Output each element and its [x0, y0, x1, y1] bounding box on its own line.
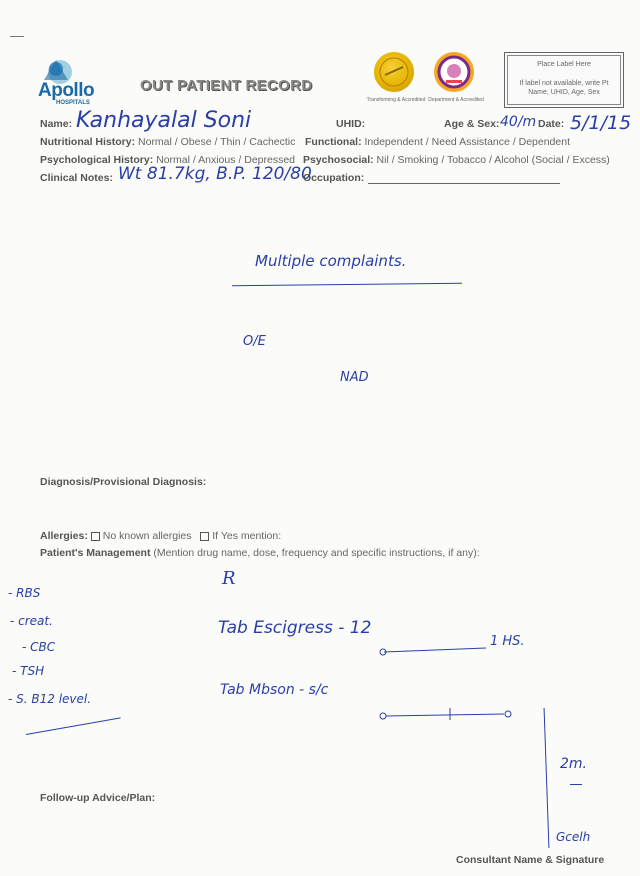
drug-2-dose-line — [378, 704, 518, 724]
duration-note: 2m. — [560, 756, 587, 772]
complaint-underline — [232, 283, 462, 286]
occupation-line — [368, 183, 560, 184]
label-box-instructions: If label not available, write Pt Name, UHID, Age, Sex — [519, 80, 609, 96]
seal-2-caption: Department & Accredited — [428, 97, 484, 103]
oe-note: O/E — [243, 334, 266, 349]
management-label: Patient's Management — [40, 547, 151, 559]
rx-symbol: R — [222, 568, 236, 589]
nad-note: NAD — [340, 370, 369, 385]
test-item-creat: - creat. — [10, 614, 53, 628]
functional-label — [305, 136, 570, 148]
age-sex-value: 40/m — [500, 114, 537, 130]
test-item-b12: - S. B12 level. — [8, 692, 92, 706]
patient-label-box — [504, 52, 624, 108]
management-row — [40, 547, 480, 559]
duration-bracket — [544, 708, 550, 848]
seal-emblem-icon — [374, 52, 414, 92]
name-value: Kanhayalal Soni — [76, 108, 252, 133]
record-title: OUT PATIENT RECORD — [140, 77, 313, 94]
age-sex-label: Age & Sex: — [444, 118, 500, 130]
no-known-allergies-checkbox[interactable] — [91, 532, 100, 541]
apollo-brand-text: Apollo — [38, 80, 95, 101]
test-item-tsh: - TSH — [12, 664, 45, 678]
clinical-notes-value: Wt 81.7kg, B.P. 120/80 — [118, 164, 312, 184]
psychological-history-title: Psychological History: — [40, 154, 154, 166]
accreditation-seal-nabh — [434, 52, 474, 92]
apollo-brand-sub: HOSPITALS — [56, 100, 90, 106]
clinical-notes-label: Clinical Notes: — [40, 172, 113, 184]
psychosocial-title: Psychosocial: — [303, 154, 374, 166]
followup-label: Follow-up Advice/Plan: — [40, 792, 156, 804]
occupation-label: Occupation: — [303, 172, 365, 184]
test-item-rbs: - RBS — [8, 586, 41, 600]
nutritional-history-label — [40, 136, 295, 148]
tests-underline — [26, 717, 121, 735]
accreditation-seal-gold — [374, 52, 414, 92]
apollo-logo — [38, 56, 100, 112]
allergies-row — [40, 530, 281, 542]
top-edge-mark — [10, 36, 24, 37]
diagnosis-label: Diagnosis/Provisional Diagnosis: — [40, 476, 207, 488]
management-instruction: (Mention drug name, dose, frequency and specific instructions, if any): — [153, 547, 480, 559]
allergies-yes-text: If Yes mention: — [212, 530, 282, 542]
psychological-history-options: Normal / Anxious / Depressed — [156, 154, 296, 166]
functional-title: Functional: — [305, 136, 362, 148]
signature-scribble: Gcelh — [556, 830, 591, 844]
nutritional-history-options: Normal / Obese / Thin / Cachectic — [138, 136, 296, 148]
uhid-label: UHID: — [336, 118, 366, 130]
consultant-name-label: Consultant Name & Signature — [456, 854, 605, 866]
psychosocial-options: Nil / Smoking / Tobacco / Alcohol (Social / Excess) — [376, 154, 610, 166]
seal-1-caption: Transforming & Accredited — [366, 97, 426, 103]
name-label: Name: — [40, 118, 73, 130]
drug-2: Tab Mbson - s/c — [220, 682, 329, 698]
label-box-title: Place Label Here — [537, 61, 591, 68]
no-known-allergies-text: No known allergies — [102, 530, 192, 542]
psychosocial-label — [303, 154, 610, 166]
nabh-emblem-icon — [434, 52, 474, 92]
nutritional-history-title: Nutritional History: — [40, 136, 136, 148]
test-item-cbc: - CBC — [22, 640, 56, 654]
allergies-label: Allergies: — [40, 530, 88, 542]
allergies-yes-checkbox[interactable] — [200, 532, 209, 541]
complaint-note: Multiple complaints. — [255, 252, 407, 270]
drug-1-frequency: 1 HS. — [490, 634, 525, 649]
date-value: 5/1/15 — [570, 112, 632, 134]
date-label: Date: — [538, 118, 565, 130]
duration-tick — [570, 784, 582, 785]
drug-1-dose-line — [378, 642, 488, 658]
drug-1: Tab Escigress - 12 — [218, 618, 372, 638]
functional-options: Independent / Need Assistance / Dependent — [364, 136, 570, 148]
